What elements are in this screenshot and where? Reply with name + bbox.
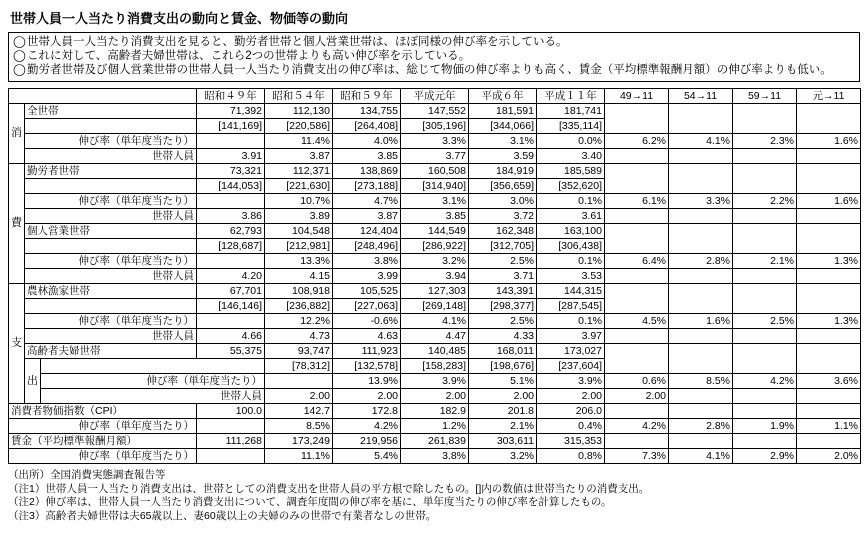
cell-growth: 4.2% xyxy=(605,419,669,434)
cell-value: 173,027 xyxy=(537,344,605,359)
cell-growth: 3.9% xyxy=(401,374,469,389)
cell-value: 173,249 xyxy=(265,434,333,449)
cell-growth: 3.9% xyxy=(537,374,605,389)
cell-empty xyxy=(733,404,797,419)
row-label-members: 世帯人員 xyxy=(25,329,197,344)
cell-value: 71,392 xyxy=(197,104,265,119)
cell-value: 206.0 xyxy=(537,404,605,419)
cell-growth: 0.4% xyxy=(537,419,605,434)
cell-value: 55,375 xyxy=(197,344,265,359)
cell-empty xyxy=(669,404,733,419)
cell-growth: 3.3% xyxy=(401,134,469,149)
row-label-wage: 賃金（平均標準報酬月額） xyxy=(9,434,197,449)
cell-empty xyxy=(733,269,797,284)
col-header-h1: 平成元年 xyxy=(401,89,469,104)
cell-value: 219,956 xyxy=(333,434,401,449)
cell-value: 143,391 xyxy=(469,284,537,299)
cell-value: 112,371 xyxy=(265,164,333,179)
table-row xyxy=(9,164,861,179)
cell-growth: 4.1% xyxy=(669,134,733,149)
cell-members: 3.85 xyxy=(401,209,469,224)
cell-growth: 4.0% xyxy=(333,134,401,149)
cell-bracket: [132,578] xyxy=(333,359,401,374)
cell-growth: 6.4% xyxy=(605,254,669,269)
cell-empty xyxy=(669,434,733,449)
cell-value: 163,100 xyxy=(537,224,605,239)
cell-bracket: [305,196] xyxy=(401,119,469,134)
cell-growth: 2.5% xyxy=(469,254,537,269)
table-row xyxy=(9,149,861,164)
cell-growth: 12.2% xyxy=(265,314,333,329)
cell-growth xyxy=(265,374,333,389)
cell-members: 4.66 xyxy=(197,329,265,344)
cell-members: 3.61 xyxy=(537,209,605,224)
cell-value: 185,589 xyxy=(537,164,605,179)
cell-bracket: [344,066] xyxy=(469,119,537,134)
cell-members: 4.15 xyxy=(265,269,333,284)
cell-value: 124,404 xyxy=(333,224,401,239)
cell-growth: 3.1% xyxy=(469,134,537,149)
cell-bracket: [144,053] xyxy=(197,179,265,194)
cell-growth: 4.1% xyxy=(669,449,733,464)
group-label-spacer xyxy=(41,359,265,374)
vertical-label-1: 消 xyxy=(9,104,25,164)
cell-members: 3.87 xyxy=(265,149,333,164)
col-header-s49: 昭和４９年 xyxy=(197,89,265,104)
cell-empty xyxy=(669,329,733,344)
cell-bracket: [269,148] xyxy=(401,299,469,314)
note-text: 世帯人員一人当たり消費支出を見ると、勤労者世帯と個人営業世帯は、ほぼ同様の伸び率を示している。 xyxy=(27,36,568,48)
cell-growth: 2.9% xyxy=(733,449,797,464)
note-item xyxy=(13,50,855,63)
cell-growth: 8.5% xyxy=(669,374,733,389)
cell-bracket: [237,604] xyxy=(537,359,605,374)
cell-rate xyxy=(669,344,733,374)
cell-growth: 5.1% xyxy=(469,374,537,389)
table-row xyxy=(9,269,861,284)
cell-growth: 1.6% xyxy=(797,134,861,149)
cell-value: 181,741 xyxy=(537,104,605,119)
cell-growth: 1.3% xyxy=(797,314,861,329)
cell-value: 315,353 xyxy=(537,434,605,449)
cell-empty xyxy=(733,389,797,404)
group-label-all-households: 全世帯 xyxy=(25,104,197,119)
cell-growth: 0.0% xyxy=(537,134,605,149)
table-row xyxy=(9,314,861,329)
cell-bracket: [227,063] xyxy=(333,299,401,314)
cell-members: 2.00 xyxy=(333,389,401,404)
cell-bracket: [356,659] xyxy=(469,179,537,194)
cell-empty xyxy=(797,329,861,344)
cell-growth: 2.0% xyxy=(797,449,861,464)
cell-members: 4.63 xyxy=(333,329,401,344)
cell-empty xyxy=(669,149,733,164)
page-title: 世帯人員一人当たり消費支出の動向と賃金、物価等の動向 xyxy=(10,11,349,26)
cell-growth: 3.2% xyxy=(401,254,469,269)
group-label-farm-households: 農林漁家世帯 xyxy=(25,284,197,299)
cell-members: 3.85 xyxy=(333,149,401,164)
table-row xyxy=(9,404,861,419)
note-text: 勤労者世帯及び個人営業世帯の世帯人員一人当たり消費支出の伸び率は、総じて物価の伸び率よりも高く、賃金（平均標準報酬月額）の伸び率よりも低い。 xyxy=(27,64,832,76)
cell-growth: 6.1% xyxy=(605,194,669,209)
cell-empty xyxy=(669,209,733,224)
footnote-2: （注2）伸び率は、世帯人員一人当たり消費支出について、調査年度間の伸び率を基に、単年度当たりの伸び率を計算したもの。 xyxy=(8,496,612,508)
cell-rate xyxy=(733,104,797,134)
row-label-cpi: 消費者物価指数（CPI） xyxy=(9,404,197,419)
table-row xyxy=(9,104,861,119)
note-item xyxy=(13,36,855,49)
cell-growth: 7.3% xyxy=(605,449,669,464)
cell-bracket: [221,630] xyxy=(265,179,333,194)
row-label-members: 世帯人員 xyxy=(25,269,197,284)
cell-value: 162,348 xyxy=(469,224,537,239)
cell-growth: 1.2% xyxy=(401,419,469,434)
cell-rate xyxy=(605,284,669,314)
cell-members: 4.47 xyxy=(401,329,469,344)
cell-growth: 1.6% xyxy=(669,314,733,329)
cell-growth: 6.2% xyxy=(605,134,669,149)
footnote-3: （注3）高齢者夫婦世帯は夫65歳以上、妻60歳以上の夫婦のみの世帯で有業者なしの世帯。 xyxy=(8,509,437,522)
cell-growth xyxy=(197,449,265,464)
cell-empty xyxy=(797,149,861,164)
cell-members: 2.00 xyxy=(469,389,537,404)
table-row xyxy=(9,284,861,299)
cell-empty xyxy=(733,149,797,164)
cell-empty xyxy=(605,149,669,164)
cell-bracket: [236,882] xyxy=(265,299,333,314)
col-header-54to11: 54→11 xyxy=(669,89,733,104)
col-header-h1to11: 元→11 xyxy=(797,89,861,104)
cell-members: 3.91 xyxy=(197,149,265,164)
row-label-members: 世帯人員 xyxy=(25,149,197,164)
cell-bracket: [286,922] xyxy=(401,239,469,254)
cell-members: 3.87 xyxy=(333,209,401,224)
cell-empty xyxy=(605,404,669,419)
cell-empty xyxy=(797,209,861,224)
cell-bracket: [273,188] xyxy=(333,179,401,194)
cell-empty xyxy=(797,404,861,419)
cell-growth: 0.8% xyxy=(537,449,605,464)
cell-growth: 0.1% xyxy=(537,194,605,209)
table-row xyxy=(9,389,861,404)
cell-bracket: [128,687] xyxy=(197,239,265,254)
cell-value: 261,839 xyxy=(401,434,469,449)
cell-bracket: [248,496] xyxy=(333,239,401,254)
cell-growth: 11.4% xyxy=(265,134,333,149)
cell-members: 3.71 xyxy=(469,269,537,284)
cell-empty xyxy=(605,209,669,224)
cell-value: 172.8 xyxy=(333,404,401,419)
note-item xyxy=(13,64,855,77)
table-row xyxy=(9,254,861,269)
cell-growth: 4.7% xyxy=(333,194,401,209)
cell-empty xyxy=(605,329,669,344)
cell-growth: 2.3% xyxy=(733,134,797,149)
cell-growth: 3.0% xyxy=(469,194,537,209)
cell-members: 3.86 xyxy=(197,209,265,224)
header-corner-2 xyxy=(25,89,41,104)
cell-members: 3.97 xyxy=(537,329,605,344)
table-row xyxy=(9,419,861,434)
table-row xyxy=(9,449,861,464)
cell-growth: 2.2% xyxy=(733,194,797,209)
row-label-growth: 伸び率（単年度当たり） xyxy=(25,194,197,209)
col-header-s54: 昭和５４年 xyxy=(265,89,333,104)
col-header-h11: 平成１１年 xyxy=(537,89,605,104)
cell-value: 105,525 xyxy=(333,284,401,299)
cell-empty xyxy=(797,269,861,284)
cell-growth: 11.1% xyxy=(265,449,333,464)
cell-rate xyxy=(733,284,797,314)
cell-members: 3.59 xyxy=(469,149,537,164)
cell-members: 3.99 xyxy=(333,269,401,284)
cell-value: 144,315 xyxy=(537,284,605,299)
cell-rate xyxy=(797,344,861,374)
cell-rate xyxy=(733,164,797,194)
vertical-label-3: 支 xyxy=(9,284,25,404)
cell-bracket: [287,545] xyxy=(537,299,605,314)
cell-value: 62,793 xyxy=(197,224,265,239)
cell-members: 4.33 xyxy=(469,329,537,344)
cell-value: 160,508 xyxy=(401,164,469,179)
cell-rate xyxy=(733,344,797,374)
group-label-spacer xyxy=(25,239,197,254)
col-header-s59: 昭和５９年 xyxy=(333,89,401,104)
cell-value: 108,918 xyxy=(265,284,333,299)
cell-empty xyxy=(797,434,861,449)
cell-growth: 2.5% xyxy=(469,314,537,329)
cell-rate xyxy=(669,224,733,254)
table-row xyxy=(9,209,861,224)
cell-bracket: [335,114] xyxy=(537,119,605,134)
cell-rate xyxy=(797,284,861,314)
cell-value: 134,755 xyxy=(333,104,401,119)
cell-growth: 1.9% xyxy=(733,419,797,434)
cell-empty xyxy=(733,329,797,344)
cell-growth: 0.1% xyxy=(537,314,605,329)
cell-value: 111,923 xyxy=(333,344,401,359)
cell-value: 181,591 xyxy=(469,104,537,119)
cell-members: 3.72 xyxy=(469,209,537,224)
cell-value: 127,303 xyxy=(401,284,469,299)
cell-bracket: [198,676] xyxy=(469,359,537,374)
table-row xyxy=(9,194,861,209)
bullet-icon: ◯ xyxy=(13,36,26,48)
cell-growth xyxy=(197,134,265,149)
cell-growth: 3.8% xyxy=(401,449,469,464)
cell-growth: 3.1% xyxy=(401,194,469,209)
cell-empty xyxy=(733,434,797,449)
cell-bracket: [220,586] xyxy=(265,119,333,134)
cell-empty xyxy=(797,389,861,404)
cell-growth: 0.1% xyxy=(537,254,605,269)
cell-members: 3.77 xyxy=(401,149,469,164)
cell-growth: 3.2% xyxy=(469,449,537,464)
cell-bracket: [314,940] xyxy=(401,179,469,194)
cell-growth: 2.5% xyxy=(733,314,797,329)
group-label-spacer xyxy=(25,299,197,314)
group-label-worker-households: 勤労者世帯 xyxy=(25,164,197,179)
cell-growth: 13.3% xyxy=(265,254,333,269)
cell-growth: 1.3% xyxy=(797,254,861,269)
row-label-members: 世帯人員 xyxy=(25,209,197,224)
cell-bracket: [352,620] xyxy=(537,179,605,194)
cell-members: 2.00 xyxy=(265,389,333,404)
cell-bracket: [158,283] xyxy=(401,359,469,374)
cell-bracket: [141,169] xyxy=(197,119,265,134)
cell-bracket: [298,377] xyxy=(469,299,537,314)
note-text: これに対して、高齢者夫婦世帯は、これら2つの世帯よりも高い伸び率を示している。 xyxy=(27,50,471,62)
footnotes xyxy=(8,469,860,523)
cell-bracket: [78,312] xyxy=(265,359,333,374)
cell-growth: 4.2% xyxy=(333,419,401,434)
bullet-icon: ◯ xyxy=(13,64,26,76)
table-row xyxy=(9,374,861,389)
footnote-1: （注1）世帯人員一人当たり消費支出は、世帯としての消費支出を世帯人員の平方根で除したもの。[]内の数値は世帯当たりの消費支出。 xyxy=(8,482,650,495)
cell-value: 182.9 xyxy=(401,404,469,419)
vertical-label-4: 出 xyxy=(25,359,41,404)
cell-rate xyxy=(797,224,861,254)
table-row xyxy=(9,344,861,359)
cell-value: 111,268 xyxy=(197,434,265,449)
cell-growth xyxy=(197,314,265,329)
footnote-source: （出所）全国消費実態調査報告等 xyxy=(8,469,166,481)
cell-rate xyxy=(733,224,797,254)
cell-growth: 4.5% xyxy=(605,314,669,329)
cell-rate xyxy=(669,104,733,134)
cell-value: 303,611 xyxy=(469,434,537,449)
bullet-icon: ◯ xyxy=(13,50,26,62)
cell-bracket: [312,705] xyxy=(469,239,537,254)
cell-rate xyxy=(605,104,669,134)
col-header-59to11: 59→11 xyxy=(733,89,797,104)
data-table xyxy=(8,88,861,464)
col-header-h6: 平成６年 xyxy=(469,89,537,104)
cell-growth xyxy=(197,419,265,434)
cell-empty xyxy=(669,389,733,404)
cell-rate xyxy=(797,164,861,194)
summary-notes xyxy=(8,32,860,82)
cell-members: 2.00 xyxy=(401,389,469,404)
table-row xyxy=(9,434,861,449)
row-label-growth: 伸び率（単年度当たり） xyxy=(9,419,197,434)
cell-bracket: [212,981] xyxy=(265,239,333,254)
cell-empty xyxy=(605,269,669,284)
cell-members: 3.89 xyxy=(265,209,333,224)
cell-growth xyxy=(197,194,265,209)
cell-rate xyxy=(797,104,861,134)
header-corner-1 xyxy=(9,89,25,104)
cell-value: 112,130 xyxy=(265,104,333,119)
cell-growth: 1.1% xyxy=(797,419,861,434)
cell-bracket: [146,146] xyxy=(197,299,265,314)
table-row xyxy=(9,329,861,344)
cell-growth: 13.9% xyxy=(333,374,401,389)
cell-value: 73,321 xyxy=(197,164,265,179)
cell-value: 147,552 xyxy=(401,104,469,119)
cell-value: 144,549 xyxy=(401,224,469,239)
cell-growth: 5.4% xyxy=(333,449,401,464)
table-header-row xyxy=(9,89,861,104)
row-label-growth: 伸び率（単年度当たり） xyxy=(41,374,265,389)
cell-members: 3.40 xyxy=(537,149,605,164)
cell-members: 3.53 xyxy=(537,269,605,284)
cell-value: 168,011 xyxy=(469,344,537,359)
cell-value: 93,747 xyxy=(265,344,333,359)
table-row xyxy=(9,224,861,239)
cell-growth: -0.6% xyxy=(333,314,401,329)
row-label-members: 世帯人員 xyxy=(41,389,265,404)
cell-growth: 2.1% xyxy=(733,254,797,269)
cell-bracket: [306,438] xyxy=(537,239,605,254)
cell-value: 140,485 xyxy=(401,344,469,359)
cell-members: 2.00 xyxy=(605,389,669,404)
cell-value: 138,869 xyxy=(333,164,401,179)
cell-value: 201.8 xyxy=(469,404,537,419)
row-label-growth: 伸び率（単年度当たり） xyxy=(9,449,197,464)
cell-value: 142.7 xyxy=(265,404,333,419)
cell-value: 67,701 xyxy=(197,284,265,299)
cell-members: 4.73 xyxy=(265,329,333,344)
cell-growth: 3.3% xyxy=(669,194,733,209)
table-row xyxy=(9,134,861,149)
cell-members: 3.94 xyxy=(401,269,469,284)
cell-growth: 4.2% xyxy=(733,374,797,389)
cell-rate xyxy=(605,164,669,194)
cell-growth: 2.8% xyxy=(669,254,733,269)
cell-members: 2.00 xyxy=(537,389,605,404)
cell-value: 100.0 xyxy=(197,404,265,419)
row-label-growth: 伸び率（単年度当たり） xyxy=(25,254,197,269)
group-label-spacer xyxy=(25,179,197,194)
cell-rate xyxy=(605,224,669,254)
cell-rate xyxy=(669,284,733,314)
group-label-selfemployed-households: 個人営業世帯 xyxy=(25,224,197,239)
cell-growth xyxy=(197,254,265,269)
cell-value: 104,548 xyxy=(265,224,333,239)
cell-bracket: [264,408] xyxy=(333,119,401,134)
cell-growth: 3.8% xyxy=(333,254,401,269)
cell-empty xyxy=(733,209,797,224)
row-label-growth: 伸び率（単年度当たり） xyxy=(25,134,197,149)
cell-growth: 2.8% xyxy=(669,419,733,434)
col-header-49to11: 49→11 xyxy=(605,89,669,104)
cell-members: 4.20 xyxy=(197,269,265,284)
cell-rate xyxy=(669,164,733,194)
group-label-elderly-couple-households: 高齢者夫婦世帯 xyxy=(25,344,197,359)
cell-empty xyxy=(669,269,733,284)
cell-growth: 8.5% xyxy=(265,419,333,434)
cell-growth: 10.7% xyxy=(265,194,333,209)
vertical-label-2: 費 xyxy=(9,164,25,284)
cell-growth: 2.1% xyxy=(469,419,537,434)
cell-rate xyxy=(605,344,669,374)
cell-growth: 1.6% xyxy=(797,194,861,209)
cell-growth: 4.1% xyxy=(401,314,469,329)
cell-value: 184,919 xyxy=(469,164,537,179)
header-corner-3 xyxy=(41,89,197,104)
cell-empty xyxy=(605,434,669,449)
cell-growth: 3.6% xyxy=(797,374,861,389)
cell-growth: 0.6% xyxy=(605,374,669,389)
row-label-growth: 伸び率（単年度当たり） xyxy=(25,314,197,329)
group-label-spacer xyxy=(25,119,197,134)
